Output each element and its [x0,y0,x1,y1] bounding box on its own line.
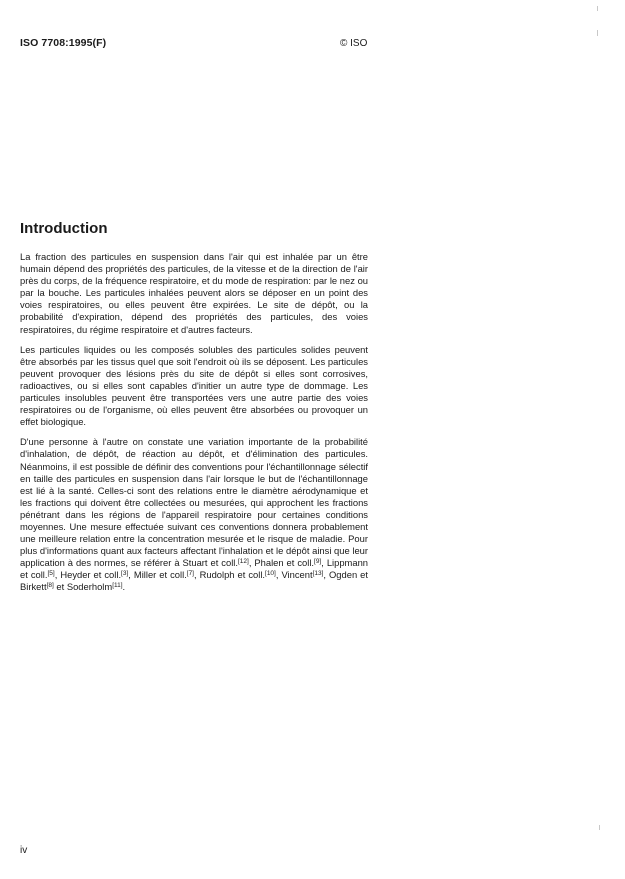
citation-7: [7] [186,570,194,578]
scan-mark [597,6,598,11]
citation-13: [13] [312,570,324,578]
citation-11: [11] [112,582,123,590]
copyright-notice: © ISO [340,38,368,49]
ref-text-9: et Soderholm [53,581,113,593]
citation-10: [10] [265,570,276,578]
ref-text-4: , Heyder et coll. [54,569,122,581]
section-title: Introduction [20,220,108,237]
citation-12: [12] [237,558,249,566]
ref-text-1: coll. [221,557,238,569]
ref-text-6: , Rudolph et coll. [194,569,266,581]
page-number: iv [20,845,28,856]
ref-text-2: , Phalen et coll. [248,557,315,569]
scan-mark [597,30,598,36]
scan-mark [599,825,600,830]
body-text [20,251,368,602]
paragraph-3 [20,436,368,593]
ref-text-5: , Miller et coll. [128,569,187,581]
ref-text-8: , Ogden et Birkett [20,569,368,593]
paragraph-2: Les particules liquides ou les composés solubles des particules solides peuvent être absorbés par les tissus quel que soit l'endroit où ils se déposent. Les particules peuvent provoquer des lésions près du site de dépôt si elles sont corrosives, radioactives, ou si elles sont capables d'initier un autre type de dommage. Les particules insolubles peuvent être transportées vers une autre partie des voies respiratoires ou de l'organisme, où elles peuvent être absorbées ou provoquer un effet biologique. [20,343,368,428]
citation-8: [8] [46,582,54,590]
document-id: ISO 7708:1995(F) [20,37,107,49]
ref-text-10: . [122,581,126,593]
citation-3: [3] [121,570,129,578]
citation-5: [5] [47,570,55,578]
ref-text-3: , Lippmann et coll. [20,557,368,581]
ref-text-7: , Vincent [275,569,313,581]
paragraph-3-text: D'une personne à l'autre on constate une variation importante de la probabilité d'inhalation, de dépôt, de réaction au dépôt, et d'élimination des particules. Néanmoins, il est possible de définir des conventions pour l'échantillonnage sélectif en taille des particules en suspension dans l'air lorsque le but de l'échantillonnage est lié à la santé. Celles-ci sont des relations entre le diamètre aérodynamique et les fractions qui doivent être collectées ou mesurées, qui approchent les fractions pénétrant dans les régions de l'appareil respiratoire pour certaines conditions moyennes. Une mesure effectuée suivant ces conventions donnera probablement une meilleure relation entre la concentration mesurée et le risque de maladie. Pour plus d'informations quant aux facteurs affectant l'inhalation et le dépôt ainsi que leur application à des normes, se référer à Stuart et [20,436,368,569]
citation-9: [9] [314,558,322,566]
paragraph-1: La fraction des particules en suspension dans l'air qui est inhalée par un être humain dépend des propriétés des particules, de la vitesse et de la direction de l'air près du corps, de la fréquence respiratoire, et du mode de respiration: par le nez ou par la bouche. Les particules inhalées peuvent alors se déposer en un point des voies respiratoires, ou elles peuvent être expirées. Le site de dépôt, ou la probabilité d'expiration, dépend des propriétés des particules, des voies respiratoires, du régime respiratoire et d'autres facteurs. [20,251,368,335]
